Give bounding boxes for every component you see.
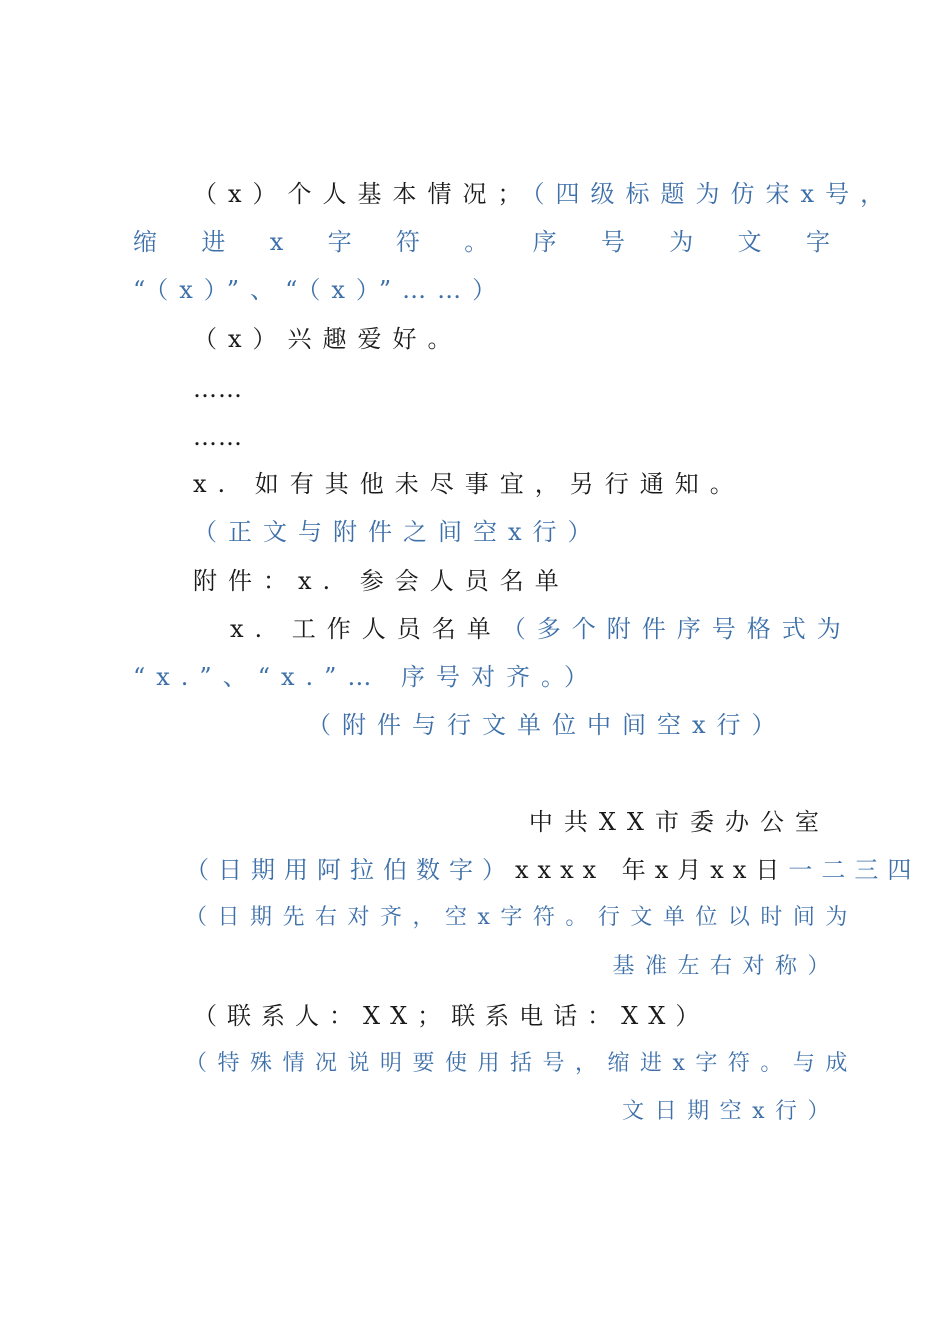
special-note: （特殊情况说明要使用括号，缩进x字符。与成 <box>185 1051 858 1076</box>
attachment-item-2: x. 工作人员名单 <box>230 615 502 643</box>
date-alignment-note-line2: 基准左右对称） <box>612 954 840 979</box>
level4-format-note-line3: “（x）”、“（x）”……） <box>133 276 508 304</box>
date-format-note: （日期用阿拉伯数字） <box>185 856 515 884</box>
contact-info: （联系人：XX；联系电话：XX） <box>193 1002 710 1030</box>
note-char: 进 <box>201 228 226 256</box>
attachment-format-note-line2: “x.”、“x.”… 序号对齐。） <box>133 663 600 691</box>
level4-heading-line <box>193 178 895 210</box>
level4-heading: （x）个人基本情况； <box>193 180 533 208</box>
body-attachment-spacing-note: （正文与附件之间空x行） <box>193 518 603 546</box>
note-char: 文 <box>737 228 762 256</box>
date-alignment-note: （日期先右对齐，空x字符。行文单位以时间为 <box>185 905 858 930</box>
issuing-unit: 中共XX市委办公室 <box>528 808 830 836</box>
chinese-numerals: 一二三四 <box>788 856 921 884</box>
note-char: 序 <box>532 228 557 256</box>
closing-sentence: x. 如有其他未尽事宜，另行通知。 <box>193 470 745 498</box>
note-char: 缩 <box>133 228 157 256</box>
note-char: 符 <box>395 228 420 256</box>
hobby-heading: （x）兴趣爱好。 <box>193 325 463 353</box>
date-line <box>185 854 920 886</box>
note-char: 。 <box>464 228 489 256</box>
level4-format-note: （四级标题为仿宋x号， <box>532 180 896 208</box>
ellipsis-line: …… <box>193 375 243 403</box>
note-char: 字 <box>805 228 830 256</box>
date-value: xxxx 年x月xx日 <box>515 856 789 884</box>
note-char: 字 <box>327 228 352 256</box>
attachment-format-note: （多个附件序号格式为 <box>501 615 852 643</box>
ellipsis-line: …… <box>193 423 243 451</box>
level4-format-note-line2 <box>133 226 830 258</box>
attachment-issuer-spacing-note: （附件与行文单位中间空x行） <box>307 711 787 739</box>
special-note-line2: 文日期空x行） <box>622 1099 840 1124</box>
attachment-item-2-line <box>230 613 852 645</box>
note-char: x <box>269 228 284 256</box>
note-char: 为 <box>669 228 694 256</box>
attachment-item-1: 附件：x. 参会人员名单 <box>193 567 570 595</box>
note-char: 号 <box>600 228 625 256</box>
